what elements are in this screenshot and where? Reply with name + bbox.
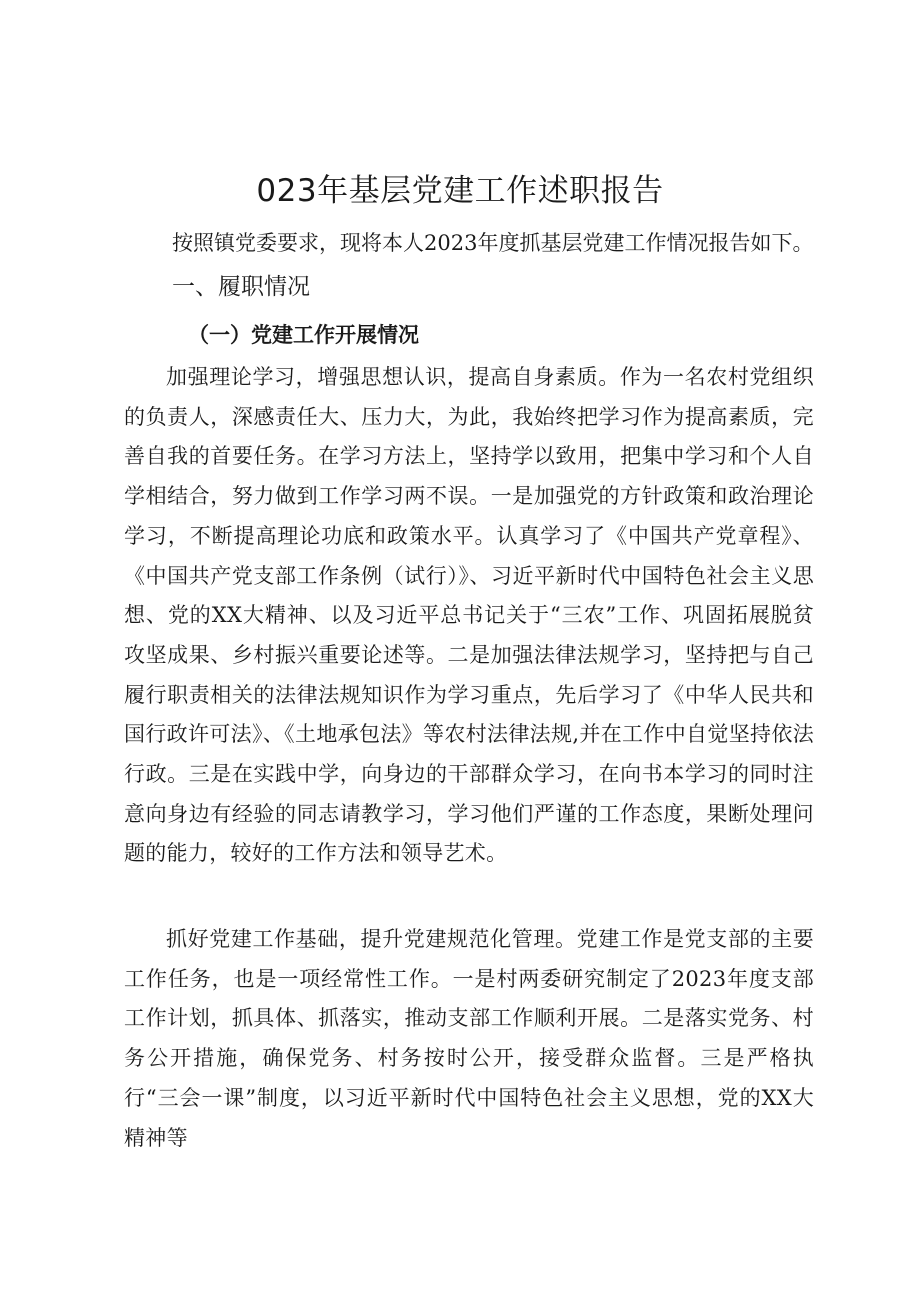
document-title: 023年基层党建工作述职报告 [256, 173, 664, 209]
body-paragraph-1: 加强理论学习，增强思想认识，提高自身素质。作为一名农村党组织的负责人，深感责任大、压力大，为此，我始终把学习作为提高素质，完善自我的首要任务。在学习方法上，坚持学以致用，把集中学习和个人自学相结合，努力做到工作学习两不误。一是加强党的方针政策和政治理论学习，不断提高理论功底和政策水平。认真学习了《中国共产党章程》、《中国共产党支部工作条例（试行）》、习近平新时代中国特色社会主义思想、党的XX大精神、以及习近平总书记关于“三农”工作、巩固拓展脱贫攻坚成果、乡村振兴重要论述等。二是加强法律法规学习，坚持把与自己履行职责相关的法律法规知识作为学习重点，先后学习了《中华人民共和国行政许可法》、《土地承包法》等农村法律法规,并在工作中自觉坚持依法行政。三是在实践中学，向身边的干部群众学习，在向书本学习的同时注意向身边有经验的同志请教学习，学习他们严谨的工作态度，果断处理问题的能力，较好的工作方法和领导艺术。 [124, 365, 814, 866]
subsection-heading: （一）党建工作开展情况 [188, 322, 419, 347]
body-paragraph-2: 抓好党建工作基础，提升党建规范化管理。党建工作是党支部的主要工作任务，也是一项经常性工作。一是村两委研究制定了2023年度支部工作计划，抓具体、抓落实，推动支部工作顺利开展。二是落实党务、村务公开措施，确保党务、村务按时公开，接受群众监督。三是严格执行“三会一课”制度，以习近平新时代中国特色社会主义思想，党的XX大精神等 [124, 927, 814, 1150]
section-heading: 一、履职情况 [172, 274, 310, 300]
intro-paragraph: 按照镇党委要求，现将本人2023年度抓基层党建工作情况报告如下。 [172, 231, 814, 255]
